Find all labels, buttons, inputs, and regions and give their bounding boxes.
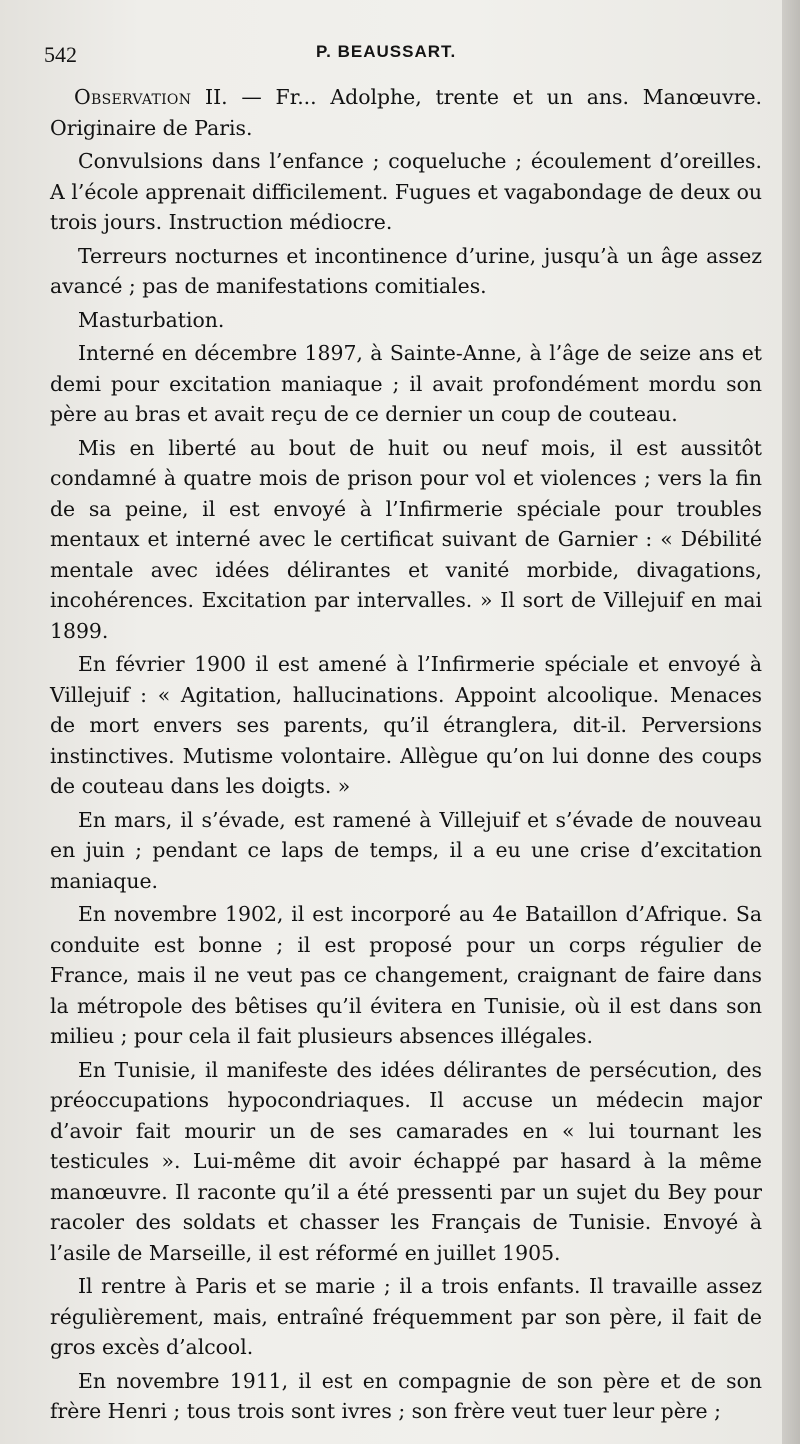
observation-heading: II. — Fr... Adolphe, trente et un ans. Manœuvre. Originaire de Paris. (50, 85, 762, 140)
paragraph: En mars, il s’évade, est ramené à Villejuif et s’évade de nouveau en juin ; pendant ce laps de temps, il a eu une crise d’excitation maniaque. (50, 807, 762, 893)
paragraph: Terreurs nocturnes et incontinence d’urine, jusqu’à un âge assez avancé ; pas de manifestations comitiales. (50, 243, 762, 298)
body-text (50, 82, 762, 1430)
paragraph: En février 1900 il est amené à l’Infirmerie spéciale et envoyé à Villejuif : « Agitation, hallucinations. Appoint alcoolique. Menaces de mort envers ses parents, qu’il étranglera, dit-il. Perversions instinctives. Mutisme volontaire. Allègue qu’on lui donne des coups de couteau dans les doigts. » (50, 652, 762, 798)
paragraph: Il rentre à Paris et se marie ; il a trois enfants. Il travaille assez régulièrement, mais, entraîné fréquemment par son père, il fait de gros excès d’alcool. (50, 1274, 762, 1359)
running-head: P. BEAUSSART. (316, 42, 457, 61)
book-spine-shadow (782, 0, 800, 1444)
paragraph: Mis en liberté au bout de huit ou neuf mois, il est aussitôt condamné à quatre mois de prison pour vol et violences ; vers la fin de sa peine, il est envoyé à l’Infirmerie spéciale pour troubles mentaux et interné avec le certificat suivant de Garnier : « Débilité mentale avec idées délirantes et vanité morbide, divagations, incohérences. Excitation par intervalles. » Il sort de Villejuif en mai 1899. (50, 435, 762, 643)
page-number: 542 (44, 42, 77, 67)
paragraph: Interné en décembre 1897, à Sainte-Anne, à l’âge de seize ans et demi pour excitation maniaque ; il avait profondément mordu son père au bras et avait reçu de ce dernier un coup de couteau. (50, 341, 762, 426)
observation-label: Observation (74, 85, 192, 109)
paragraph: En novembre 1902, il est incorporé au 4e Bataillon d’Afrique. Sa conduite est bonne ; il est proposé pour un corps régulier de France, mais il ne veut pas ce changement, craignant de faire dans la métropole des bêtises qu’il évitera en Tunisie, où il est dans son milieu ; pour cela il fait plusieurs absences illégales. (50, 902, 762, 1048)
observation-paragraph (50, 82, 762, 143)
paragraph: En Tunisie, il manifeste des idées délirantes de persécution, des préoccupations hypocondriaques. Il accuse un médecin major d’avoir fait mourir un de ses camarades en « lui tournant les testicules ». Lui-même dit avoir échappé par hasard à la même manœuvre. Il raconte qu’il a été pressenti par un sujet du Bey pour racoler des soldats et chasser les Français de Tunisie. Envoyé à l’asile de Marseille, il est réformé en juillet 1905. (50, 1057, 762, 1265)
page-header (40, 38, 760, 68)
paragraph: Masturbation. (78, 307, 225, 332)
paragraph: En novembre 1911, il est en compagnie de son père et de son frère Henri ; tous trois sont ivres ; son frère veut tuer leur père ; (50, 1368, 762, 1423)
paragraph: Convulsions dans l’enfance ; coqueluche ; écoulement d’oreilles. A l’école apprenait difficilement. Fugues et vagabondage de deux ou trois jours. Instruction médiocre. (50, 149, 762, 234)
